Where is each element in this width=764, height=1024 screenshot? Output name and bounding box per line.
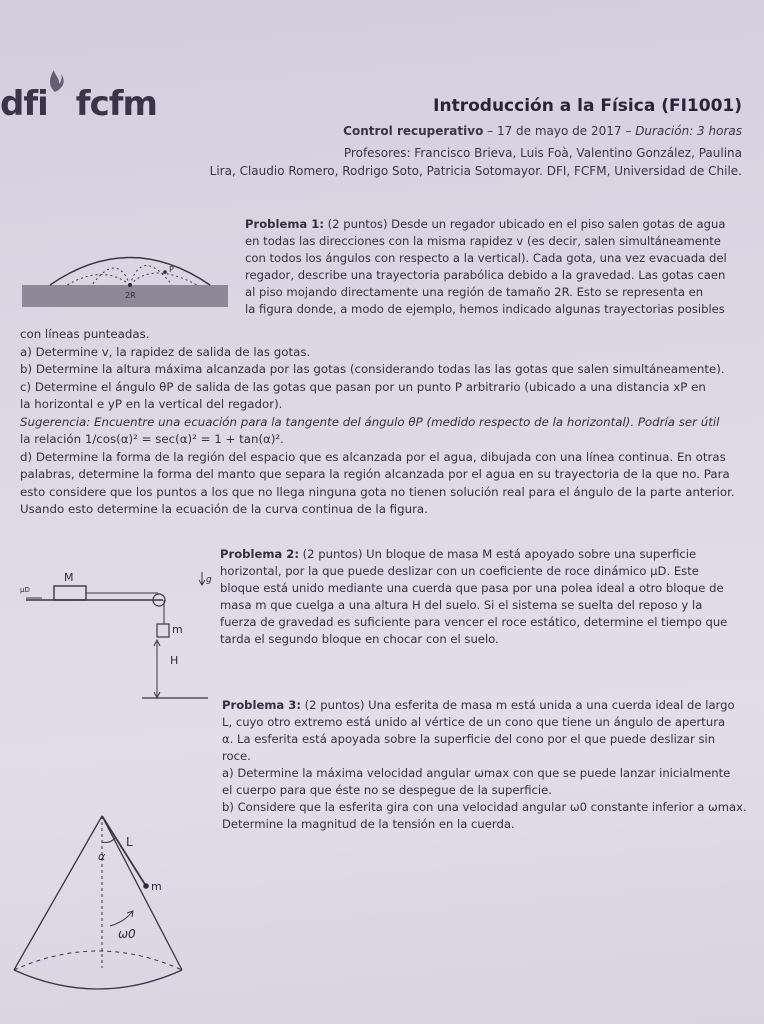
label-small-m: m: [172, 623, 183, 636]
label-alpha: α: [98, 850, 106, 863]
block-pulley-figure: [18, 564, 218, 704]
label-mu: μD: [20, 586, 30, 594]
problem-3-title: Problema 3:: [222, 698, 301, 712]
course-title: Introducción a la Física (FI1001): [433, 96, 742, 116]
label-big-m: M: [64, 571, 74, 584]
envelope-curve: [50, 258, 210, 286]
cone-left-edge: [14, 816, 102, 970]
cone-figure: [6, 808, 196, 1004]
cone-base-back: [14, 951, 182, 970]
control-line: Control recuperativo – 17 de mayo de 2017 – Duración: 3 horas: [343, 124, 742, 138]
problem-2-body: Problema 2: (2 puntos) Un bloque de masa M está apoyado sobre una superficie horizontal, por la que puede deslizar con un coeficiente de roce dinámico μD. Este bloque está unido mediante una cuerda que pasa por una polea ideal a otro bloque de masa m que cuelga a una altura H del suelo. Si el sistema se suelta del reposo y la fuerza de gravedad es suficiente para vencer el roce estático, determine el tiempo que tarda el segundo bloque en chocar con el suelo.: [220, 547, 728, 646]
label-m: m: [151, 880, 162, 893]
exam-date: 17 de mayo de 2017: [496, 124, 622, 138]
label-g: g: [206, 575, 212, 585]
professors-line-1: Profesores: Francisco Brieva, Luis Foà, Valentino González, Paulina: [343, 146, 742, 160]
control-label: Control recuperativo: [343, 124, 484, 138]
label-p: P: [169, 265, 174, 274]
sphere-m: [143, 883, 149, 889]
flame-icon: [40, 66, 70, 94]
label-l: L: [126, 835, 133, 849]
dfi-fcfm-logo: [0, 84, 157, 124]
sprinkler-figure: [22, 236, 230, 310]
problem-3-body: Problema 3: (2 puntos) Una esferita de masa m está unida a una cuerda ideal de largo L, cuyo otro extremo está unido al vértice de un cono que tiene un ángulo de apertura α. La esferita está apoyada sobre la superficie del cono por el que puede deslizar sin roce. a) Determine la máxima velocidad angular ωmax con que se puede lanzar inicialmente el cuerpo para que éste no se despegue de la superficie. b) Considere que la esferita gira con una velocidad angular ω0 constante inferior a ωmax. Determine la magnitud de la tensión en la cuerda.: [222, 698, 747, 831]
exam-duration: Duración: 3 horas: [635, 124, 742, 138]
problem-1-intro: Problema 1: (2 puntos) Desde un regador ubicado en el piso salen gotas de agua en todas las direcciones con la misma rapidez v (es decir, salen simultáneamente con todos los ángulos con respecto a la vertical). Cada gota, una vez evacuada del regador, describe una trayectoria parabólica debido a la gravedad. Las gotas caen al piso mojando directamente una región de tamaño 2R. Esto se representa en la figura donde, a modo de ejemplo, hemos indicado algunas trayectorias posibles: [245, 217, 727, 316]
rotation-arrow-icon: [110, 912, 132, 926]
block-small-m: [157, 624, 169, 637]
logo-dfi: dfi: [0, 84, 48, 124]
label-2r: 2R: [125, 291, 136, 300]
problem-1-body: con líneas punteadas. a) Determine v, la rapidez de salida de las gotas. b) Determine la altura máxima alcanzada por las gotas (considerando todas las las gotas que salen simultáneamente). c) Determine el ángulo θP de salida de las gotas que pasan por un punto P arbitrario (ubicado a una distancia xP en la horizontal e yP en la vertical del regador). Sugerencia: Encuentre una ecuación para la tangente del ángulo θP (medido respecto de la horizontal). Podría ser útil la relación 1/cos(α)² = sec(α)² = 1 + tan(α)². d) Determine la forma de la región del espacio que es alcanzada por el agua, dibujada con una línea continua. En otras palabras, determine la forma del manto que separa la región alcanzada por el agua en su trayectoria de la que no. Para esto considere que los puntos a los que no llega ninguna gota no tienen solución real para el ángulo de la parte anterior. Usando esto determine la ecuación de la curva continua de la figura.: [20, 327, 735, 516]
string-l: [102, 816, 146, 886]
sprinkler-point: [128, 283, 132, 287]
block-big-m: [54, 586, 86, 600]
professors-line-2: Lira, Claudio Romero, Rodrigo Soto, Patricia Sotomayor. DFI, FCFM, Universidad de Chile.: [209, 164, 742, 178]
cone-base-front: [14, 970, 182, 989]
label-omega: ω0: [118, 927, 136, 941]
logo-fcfm: fcfm: [75, 84, 157, 124]
label-h: H: [170, 654, 179, 667]
problem-1-title: Problema 1:: [245, 217, 324, 231]
problem-2-title: Problema 2:: [220, 547, 299, 561]
